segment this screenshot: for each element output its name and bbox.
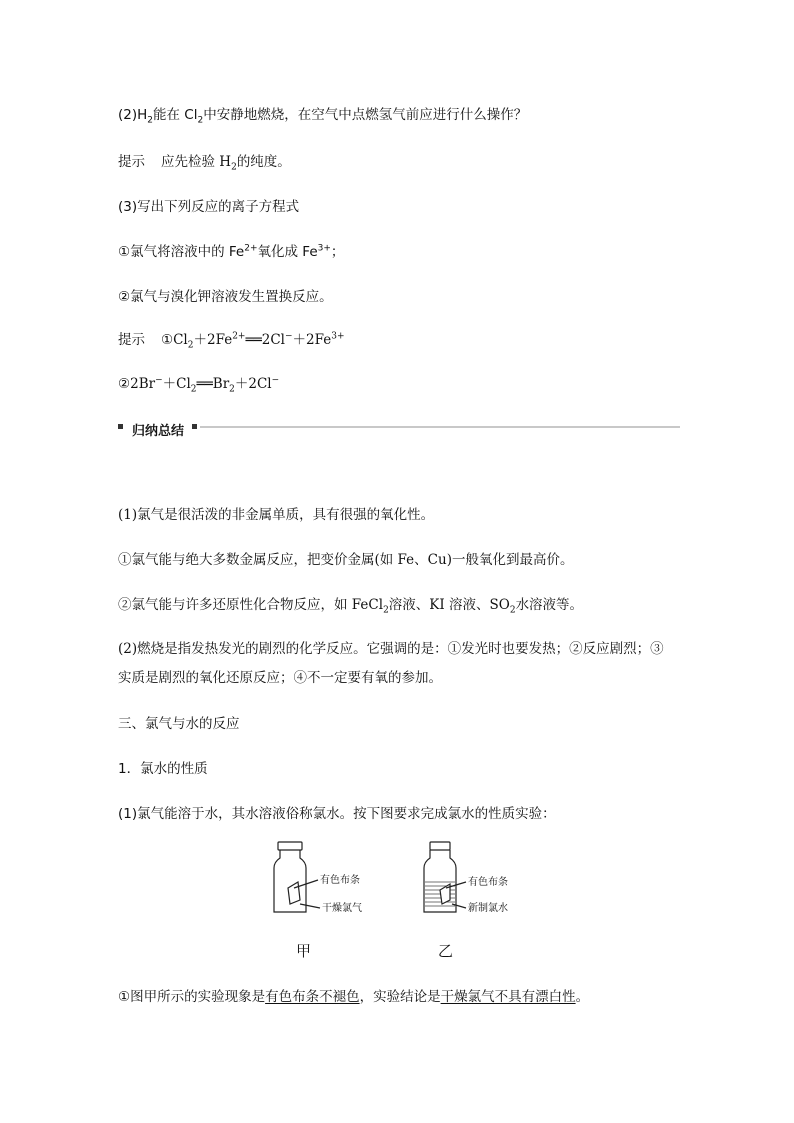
summary-paragraph-1: (1)氯气是很活泼的非金属单质，具有很强的氧化性。 (118, 507, 435, 523)
question-3-item-1: ①氯气将溶液中的 $Fe^{2+}$氧化成 $Fe^{3+}$； (118, 243, 345, 260)
bottle-body (424, 850, 456, 912)
figure-caption-right: 乙 (438, 942, 454, 960)
bullet-square-icon (192, 424, 197, 429)
question-2: $(2)H_2$能在 $Cl_2$中安静地燃烧，在空气中点燃氢气前应进行什么操作？ (118, 107, 528, 126)
hint-label: 提示 (118, 332, 145, 348)
bottle-stopper (430, 842, 450, 850)
label-cloth: 有色布条 (320, 875, 360, 886)
question-3-item-2: ②氯气与溴化钾溶液发生置换反应。 (118, 289, 333, 305)
label-chlorine-water: 新制氯水 (468, 903, 508, 914)
question-3-title: (3)写出下列反应的离子方程式 (118, 199, 300, 215)
conclusion: ①图甲所示的实验现象是有色布条不褪色，实验结论是干燥氯气不具有漂白性。 (118, 989, 590, 1005)
hint-label: 提示 (118, 154, 145, 170)
section-3-title: 三、氯气与水的反应 (118, 716, 240, 732)
summary-heading (118, 420, 680, 439)
figure-caption-left: 甲 (296, 942, 312, 960)
hint-2: 提示 应先检验 $H_2$的纯度。 (118, 154, 291, 173)
subsection-1-title: 1．氯水的性质 (118, 761, 208, 777)
bottle-stopper (278, 842, 302, 850)
divider (200, 426, 680, 428)
hint-3-eq-2: $②2Br^-+Cl_2══Br_2+2Cl^-$ (118, 375, 280, 395)
summary-paragraph-4-line-1: (2)燃烧是指发热发光的剧烈的化学反应。它强调的是：①发光时也要发热；②反应剧烈；③ (118, 641, 664, 657)
answer-phenomenon: 有色布条不褪色 (265, 989, 360, 1005)
summary-paragraph-4-line-2: 实质是剧烈的氧化还原反应；④不一定要有氧的参加。 (118, 670, 442, 686)
bullet-square-icon (118, 424, 123, 429)
label-cloth: 有色布条 (468, 877, 508, 888)
summary-title: 归纳总结 (132, 424, 185, 439)
label-dry-chlorine: 干燥氯气 (322, 903, 362, 914)
bottle-dry-chlorine-figure (270, 838, 390, 918)
hint-3-eq-1: 提示 $①Cl_2+2Fe^{2+}══2Cl^-+2Fe^{3+}$ (118, 331, 345, 351)
bottle-chlorine-water-figure (420, 838, 540, 918)
answer-conclusion: 干燥氯气不具有漂白性 (440, 989, 576, 1005)
colored-cloth-strip (288, 882, 300, 904)
summary-paragraph-3: ②氯气能与许多还原性化合物反应，如 FeCl$_2$溶液、KI 溶液、$SO_2$水溶液等。 (118, 597, 584, 616)
summary-paragraph-2: ①氯气能与绝大多数金属反应，把变价金属(如 Fe、Cu)一般氧化到最高价。 (118, 552, 574, 568)
experiment-intro: (1)氯气能溶于水，其水溶液俗称氯水。按下图要求完成氯水的性质实验： (118, 806, 556, 822)
